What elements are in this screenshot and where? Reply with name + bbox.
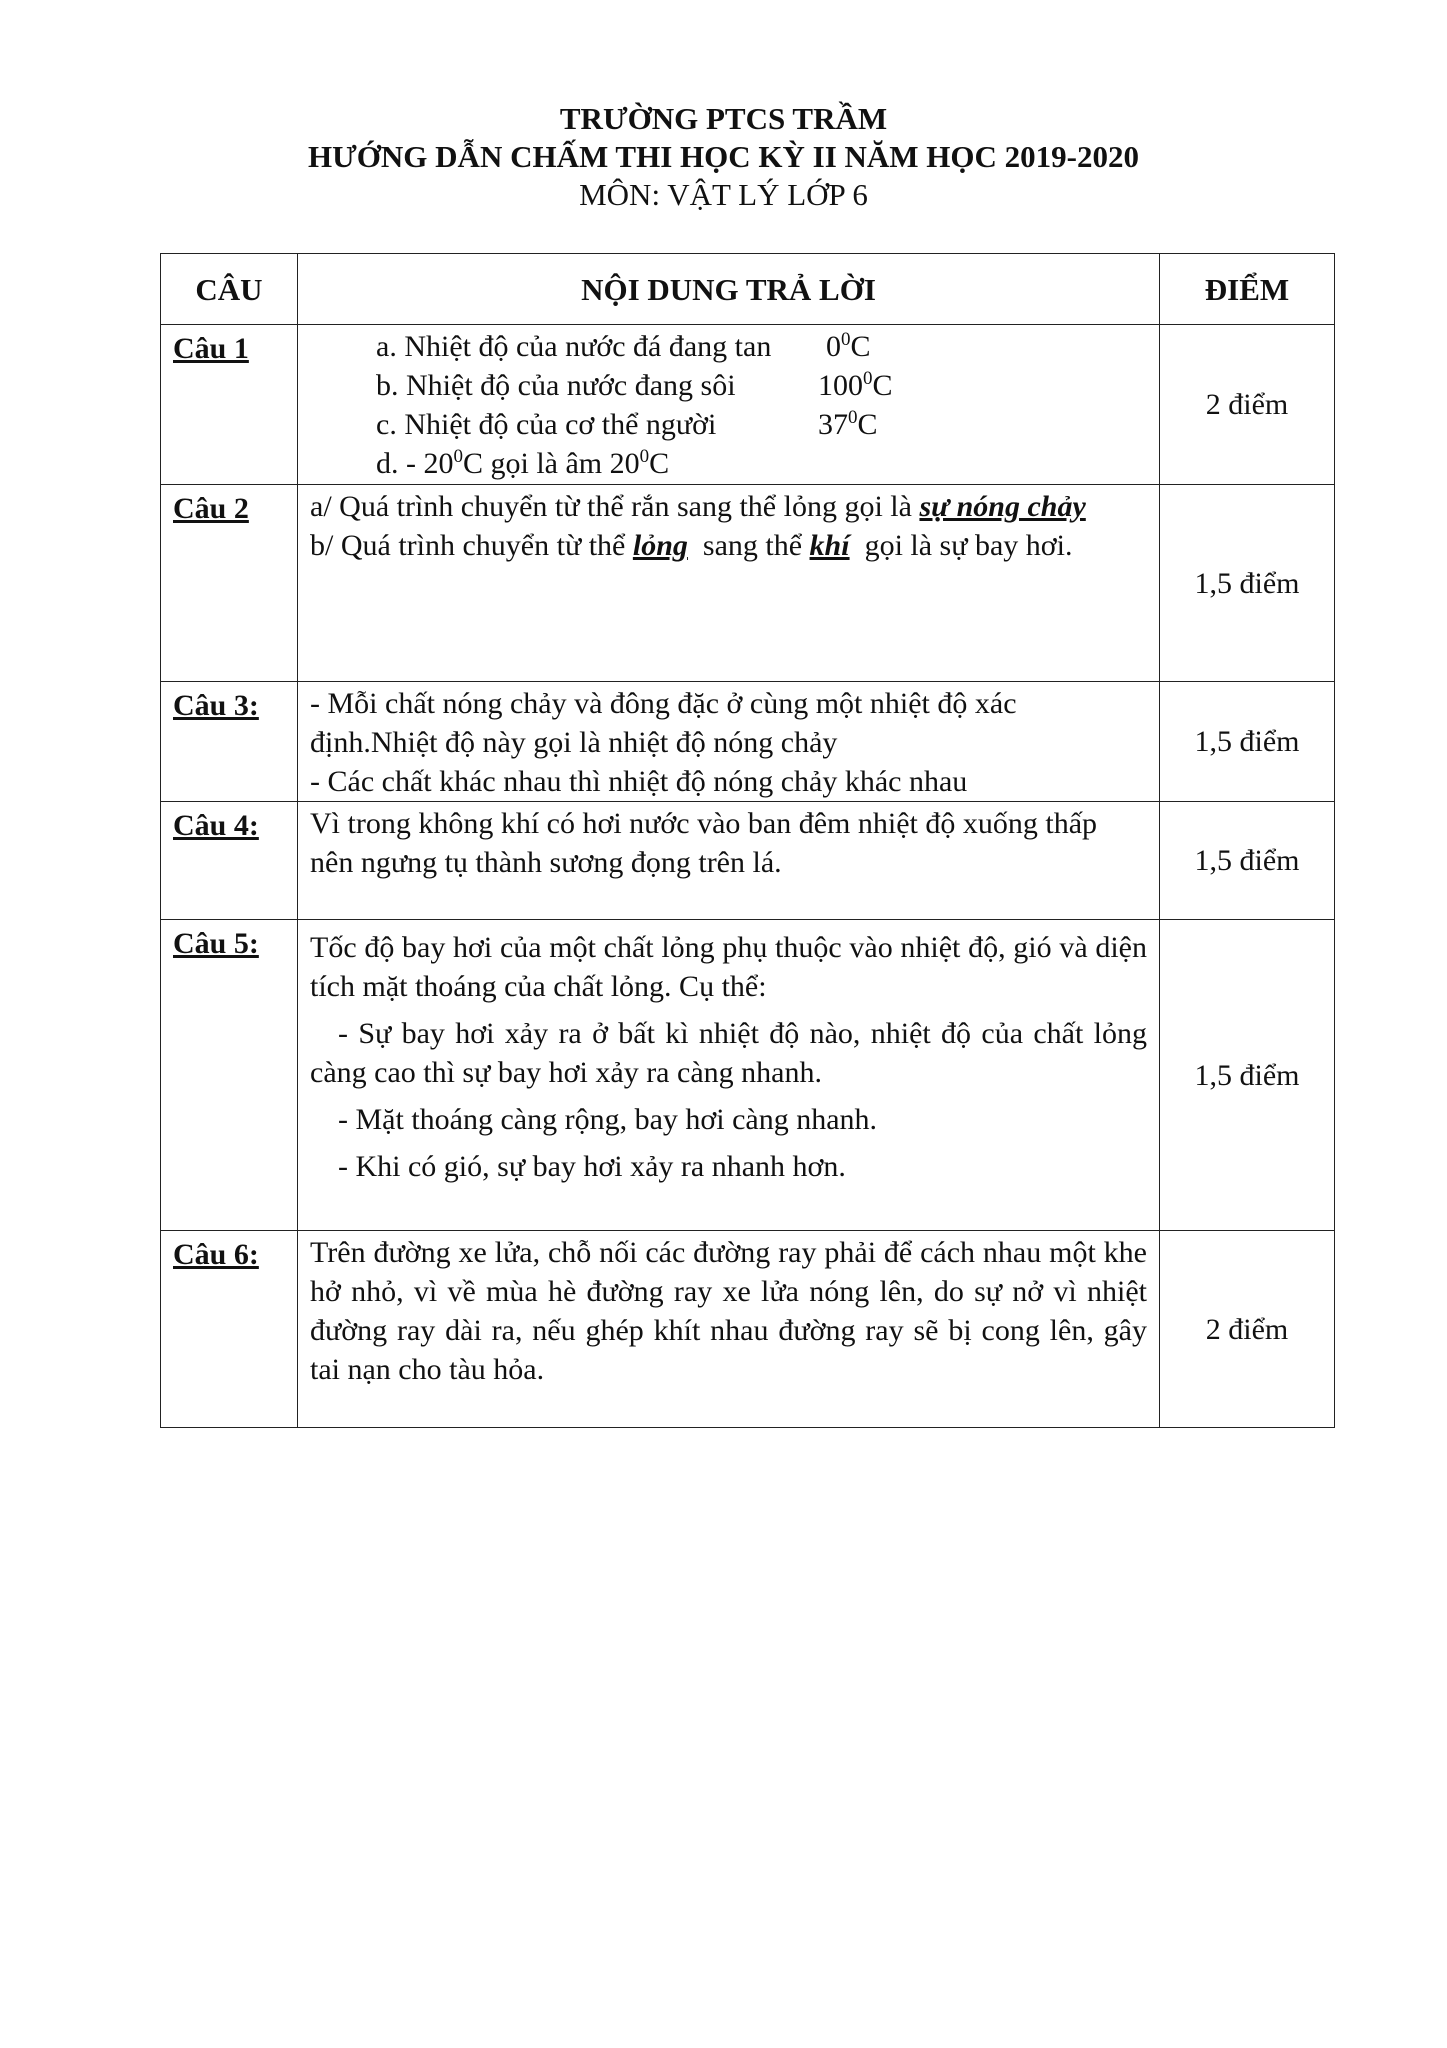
header-content: NỘI DUNG TRẢ LỜI	[298, 254, 1160, 325]
answer-line: - Mặt thoáng càng rộng, bay hơi càng nhanh.	[338, 1103, 878, 1136]
question-label: Câu 4:	[161, 802, 298, 920]
key-term: khí	[809, 529, 850, 562]
header-score: ĐIỂM	[1160, 254, 1335, 325]
table-row	[161, 1231, 1335, 1428]
answer-content	[298, 920, 1160, 1231]
answer-content: Vì trong không khí có hơi nước vào ban đêm nhiệt độ xuống thấp nên ngưng tụ thành sương đọng trên lá.	[298, 802, 1160, 920]
question-label: Câu 5:	[161, 920, 298, 1231]
school-name: TRƯỜNG PTCS TRẦM	[559, 101, 888, 136]
answer-content	[298, 485, 1160, 682]
table-row	[161, 802, 1335, 920]
score-cell: 1,5 điểm	[1160, 682, 1335, 802]
table-header-row	[161, 254, 1335, 325]
answer-line: a. Nhiệt độ của nước đá đang $\tan 0^0C$	[376, 329, 871, 363]
answer-table	[160, 253, 1335, 1428]
subject-line: MÔN: VẬT LÝ LỚP 6	[579, 177, 868, 212]
header-question: CÂU	[161, 254, 298, 325]
question-label: Câu 3:	[161, 682, 298, 802]
document-title: HƯỚNG DẪN CHẤM THI HỌC KỲ II NĂM HỌC 2019-2020	[308, 139, 1139, 174]
table-row	[161, 485, 1335, 682]
score-cell: 2 điểm	[1160, 325, 1335, 485]
score-cell: 1,5 điểm	[1160, 485, 1335, 682]
question-label: Câu 2	[161, 485, 298, 682]
question-label: Câu 6:	[161, 1231, 298, 1428]
answer-line: - Các chất khác nhau thì nhiệt độ nóng chảy khác nhau	[310, 765, 968, 798]
table-row	[161, 325, 1335, 485]
answer-content	[298, 682, 1160, 802]
key-term: sự nóng chảy	[919, 490, 1086, 523]
question-label: Câu 1	[161, 325, 298, 485]
answer-line: - Khi có gió, sự bay hơi xảy ra nhanh hơn.	[338, 1150, 846, 1183]
answer-line: c. Nhiệt độ của cơ thể người $37^0C$	[376, 407, 878, 441]
answer-line: b. Nhiệt độ của nước đang sôi $100^0C$	[376, 368, 893, 402]
document-header	[0, 100, 1447, 214]
answer-line: - Sự bay hơi xảy ra ở bất kì nhiệt độ nào, nhiệt độ của chất lỏng càng cao thì sự bay hơi xảy ra càng nhanh.	[310, 1017, 1147, 1089]
answer-line: b/ Quá trình chuyển từ thể lỏng sang thể khí gọi là sự bay hơi.	[310, 529, 1073, 562]
score-cell: 1,5 điểm	[1160, 802, 1335, 920]
answer-line: - Mỗi chất nóng chảy và đông đặc ở cùng một nhiệt độ xác định.Nhiệt độ này gọi là nhiệt độ nóng chảy	[310, 687, 1017, 759]
answer-content: Trên đường xe lửa, chỗ nối các đường ray phải để cách nhau một khe hở nhỏ, vì về mùa hè đường ray xe lửa nóng lên, do sự nở vì nhiệt đường ray dài ra, nếu ghép khít nhau đường ray sẽ bị cong lên, gây tai nạn cho tàu hỏa.	[298, 1231, 1160, 1428]
answer-line: Tốc độ bay hơi của một chất lỏng phụ thuộc vào nhiệt độ, gió và diện tích mặt thoáng của chất lỏng. Cụ thể:	[310, 931, 1147, 1003]
score-cell: 2 điểm	[1160, 1231, 1335, 1428]
score-cell: 1,5 điểm	[1160, 920, 1335, 1231]
answer-line: a/ Quá trình chuyển từ thể rắn sang thể lỏng gọi là sự nóng chảy	[310, 490, 1086, 523]
key-term: lỏng	[632, 529, 688, 562]
answer-content	[298, 325, 1160, 485]
table-row	[161, 682, 1335, 802]
answer-line: d. - $20^0C$ gọi là âm $20^0C$	[376, 446, 670, 480]
table-row	[161, 920, 1335, 1231]
